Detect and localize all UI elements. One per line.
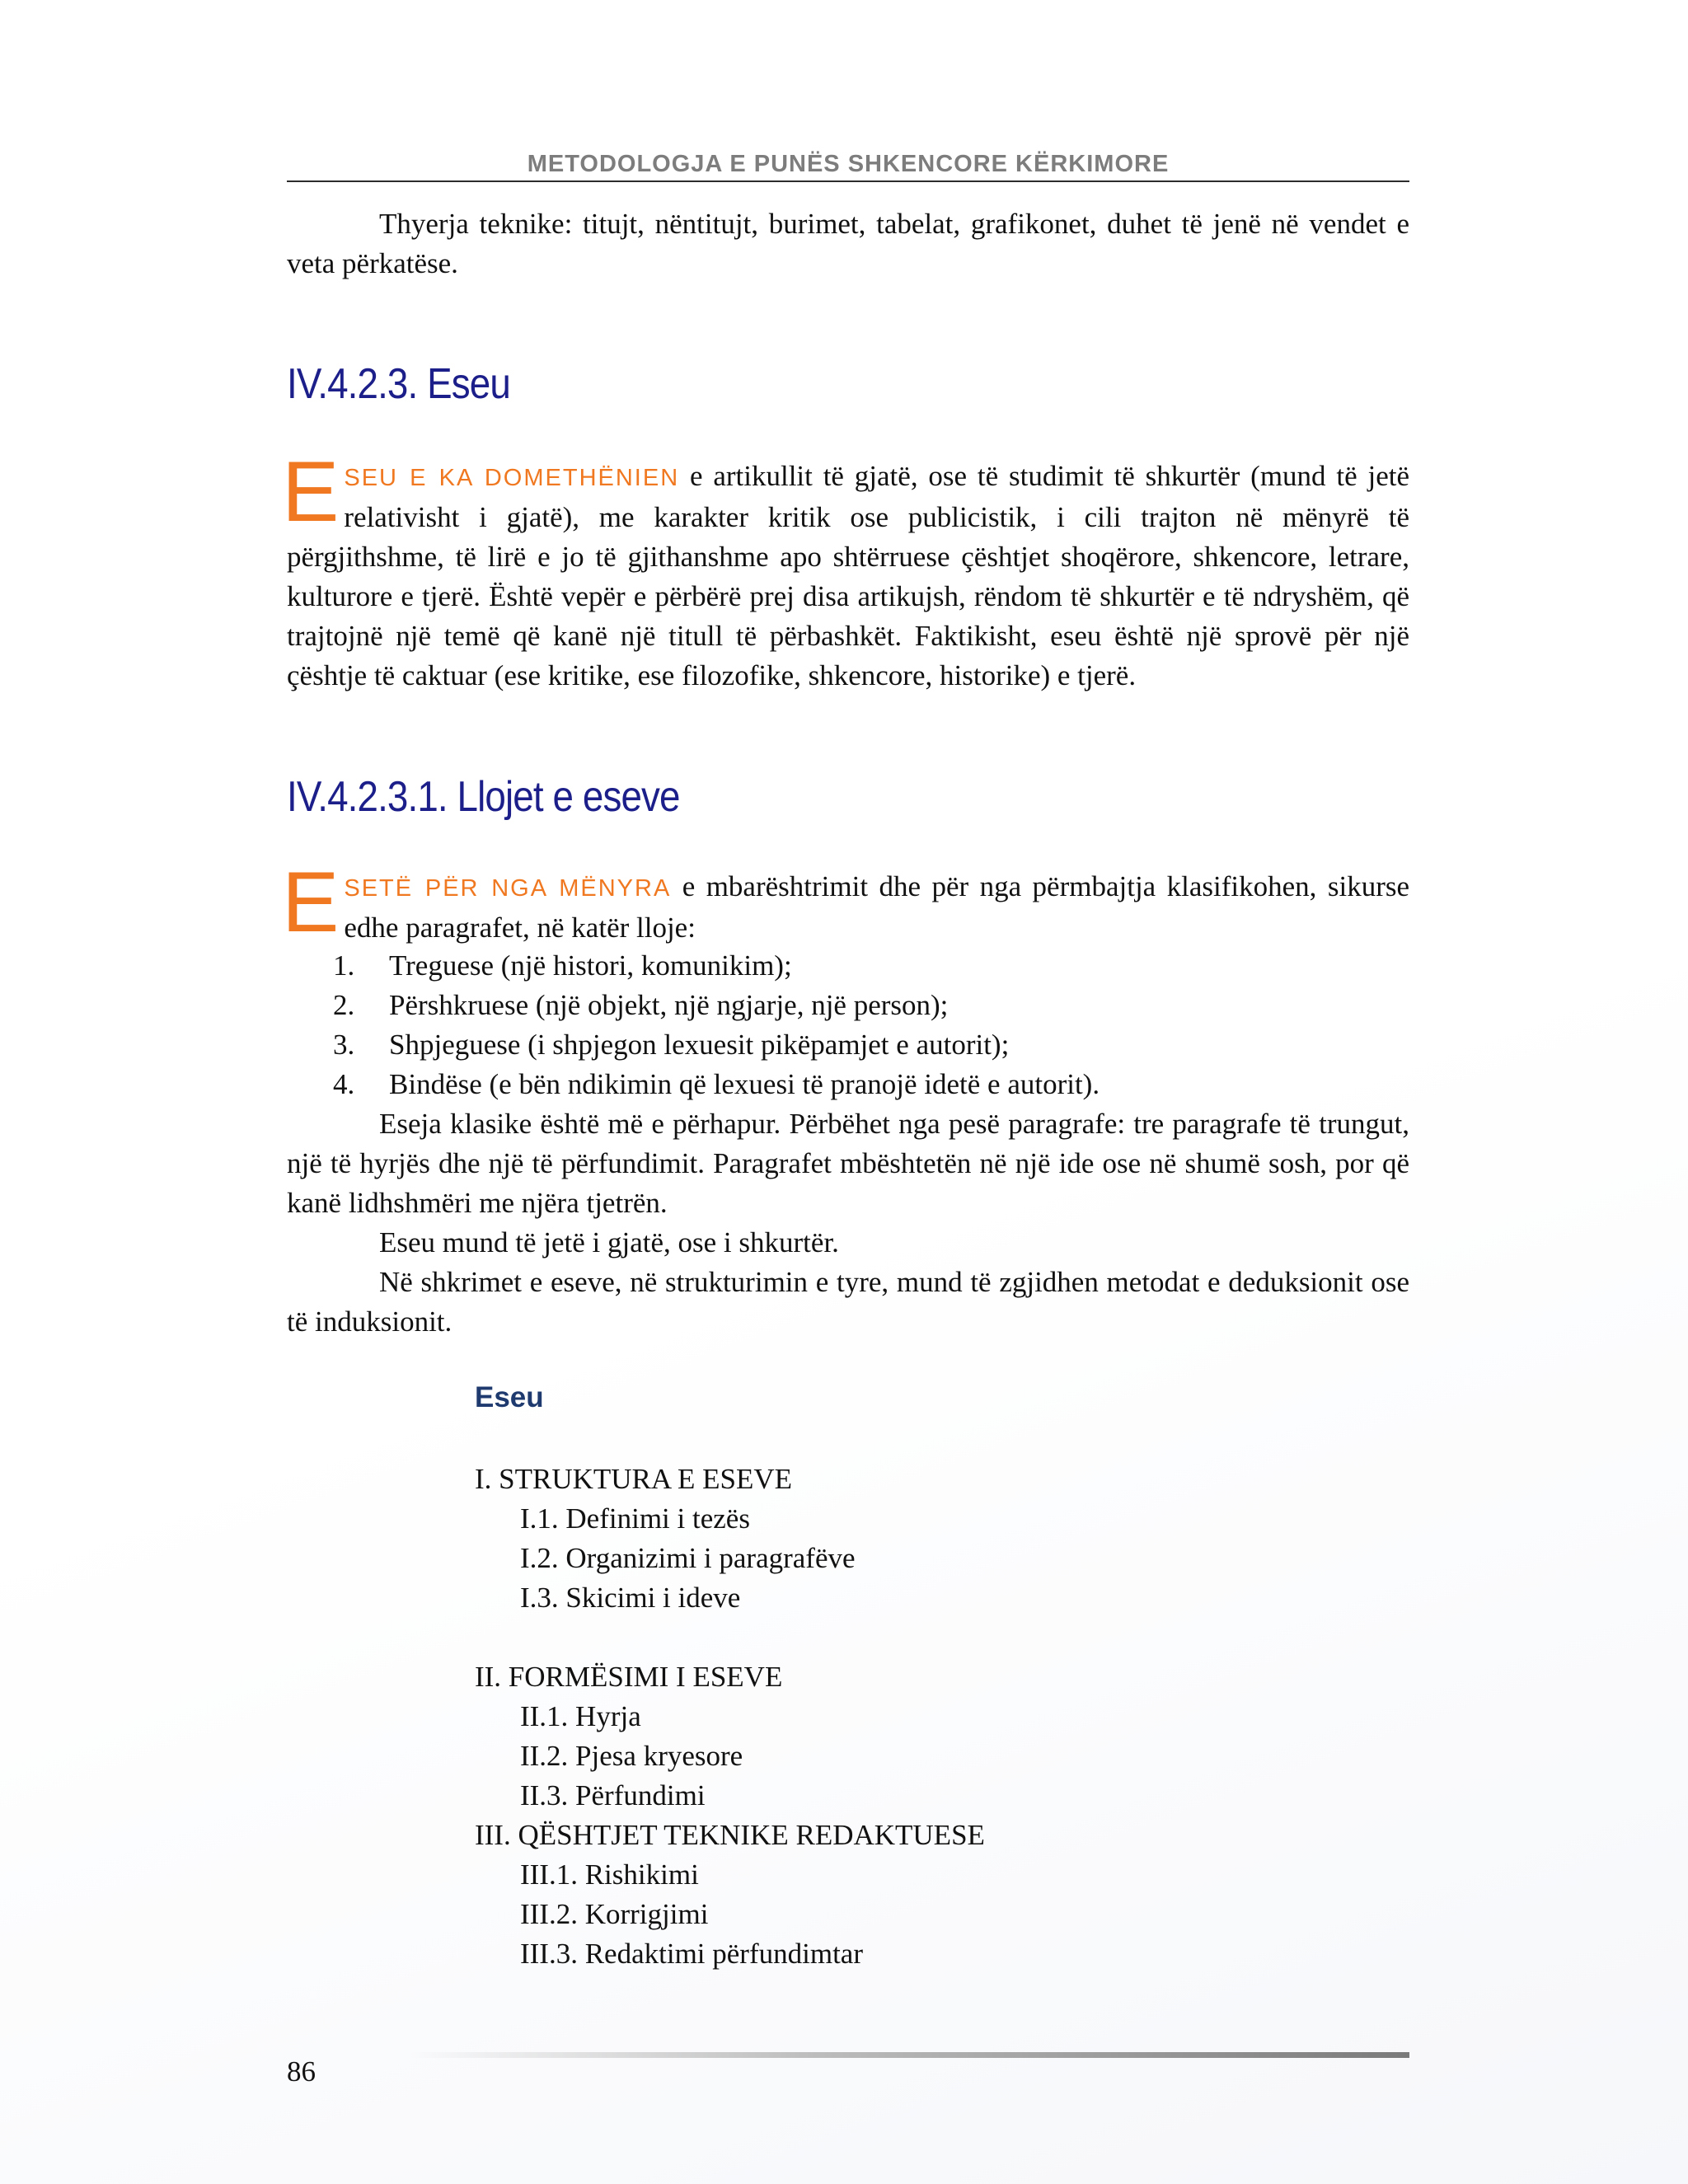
essay-outline (475, 1460, 985, 1974)
outline-sub-item: I.2. Organizimi i paragrafëve (520, 1542, 856, 1574)
lead-in-smallcaps: SETË PËR NGA MËNYRA (344, 875, 672, 902)
list-text: Bindëse (e bën ndikimin që lexuesi të pranojë idetë e autorit). (389, 1068, 1100, 1100)
outline-sub-item: II.2. Pjesa kryesore (520, 1740, 743, 1772)
list-item (287, 1065, 1409, 1104)
page-number: 86 (287, 2055, 316, 2088)
outline-sub-item: II.3. Përfundimi (520, 1779, 706, 1811)
list-number: 2. (333, 989, 355, 1021)
essay-length-paragraph: Eseu mund të jetë i gjatë, ose i shkurtër. (379, 1226, 839, 1258)
paragraph-text: e artikullit të gjatë, ose të studimit të shkurtër (mund të jetë relativisht i gjatë), me karakter kritik ose publicistik, i cili trajton në mënyrë të përgjithshme, të lirë e jo të gjithanshme apo shtërruese çështjet shoqërore, shkencore, letrare, kulturore e tjerë. Është vepër e përbërë prej disa artikujsh, rëndom të shkurtër e të ndryshëm, që trajtojnë një temë që kanë një titull të përbashkët. Faktikisht, eseu është një sprovë për një çështje të caktuar (ese kritike, ese filozofike, shkencore, historike) e tjerë. (287, 460, 1409, 691)
list-item (287, 1025, 1409, 1065)
list-number: 3. (333, 1029, 355, 1061)
paragraph-text: e mbarështrimit dhe për nga përmbajtja klasifikohen, sikurse edhe paragrafet, në katër lloje: (344, 870, 1410, 944)
outline-main-item: I. STRUKTURA E ESEVE (475, 1463, 792, 1495)
essay-methods-paragraph: Në shkrimet e eseve, në strukturimin e tyre, mund të zgjidhen metodat e deduksionit ose të induksionit. (287, 1266, 1409, 1338)
list-item (287, 946, 1409, 986)
list-item (287, 986, 1409, 1025)
header-rule (287, 180, 1409, 182)
running-head: METODOLOGJA E PUNËS SHKENCORE KËRKIMORE (527, 151, 1170, 177)
list-text: Përshkruese (një objekt, një ngjarje, një person); (389, 989, 949, 1021)
outline-sub-item: III.1. Rishikimi (520, 1858, 699, 1891)
section-llojet-paragraph (282, 855, 1410, 950)
essay-types-list (287, 946, 1409, 1104)
outline-sub-item: III.3. Redaktimi përfundimtar (520, 1938, 863, 1970)
outline-sub-item: III.2. Korrigjimi (520, 1898, 709, 1930)
list-number: 4. (333, 1068, 355, 1100)
document-page (282, 0, 1410, 2184)
classic-essay-paragraph: Eseja klasike është më e përhapur. Përbëhet nga pesë paragrafe: tre paragrafe të trungut, një të hyrjës dhe një të përfundimit. Paragrafet mbështetën në një ide ose në shumë sosh, por që kanë lidhshmëri me njëra tjetrën. (287, 1108, 1409, 1219)
drop-cap: E (282, 855, 340, 950)
outline-sub-item: I.1. Definimi i tezës (520, 1502, 750, 1535)
footer-rule (410, 2052, 1409, 2058)
section-heading-eseu: IV.4.2.3. Eseu (287, 360, 510, 408)
outline-main-item: III. QËSHTJET TEKNIKE REDAKTUESE (475, 1819, 985, 1851)
section-eseu-paragraph (282, 444, 1409, 696)
section-heading-llojet: IV.4.2.3.1. Llojet e eseve (287, 773, 680, 821)
list-text: Treguese (një histori, komunikim); (389, 949, 792, 982)
outline-sub-item: I.3. Skicimi i ideve (520, 1582, 741, 1614)
lead-in-smallcaps: SEU E KA DOMETHËNIEN (344, 465, 680, 491)
list-number: 1. (333, 949, 355, 982)
intro-paragraph: Thyerja teknike: titujt, nëntitujt, burimet, tabelat, grafikonet, duhet të jenë në vendet e veta përkatëse. (287, 208, 1409, 279)
outline-spacer (475, 1618, 985, 1657)
list-text: Shpjeguese (i shpjegon lexuesit pikëpamjet e autorit); (389, 1029, 1010, 1061)
outline-main-item: II. FORMËSIMI I ESEVE (475, 1661, 783, 1693)
outline-sub-item: II.1. Hyrja (520, 1700, 641, 1732)
drop-cap: E (282, 444, 340, 540)
outline-title: Eseu (475, 1381, 544, 1413)
